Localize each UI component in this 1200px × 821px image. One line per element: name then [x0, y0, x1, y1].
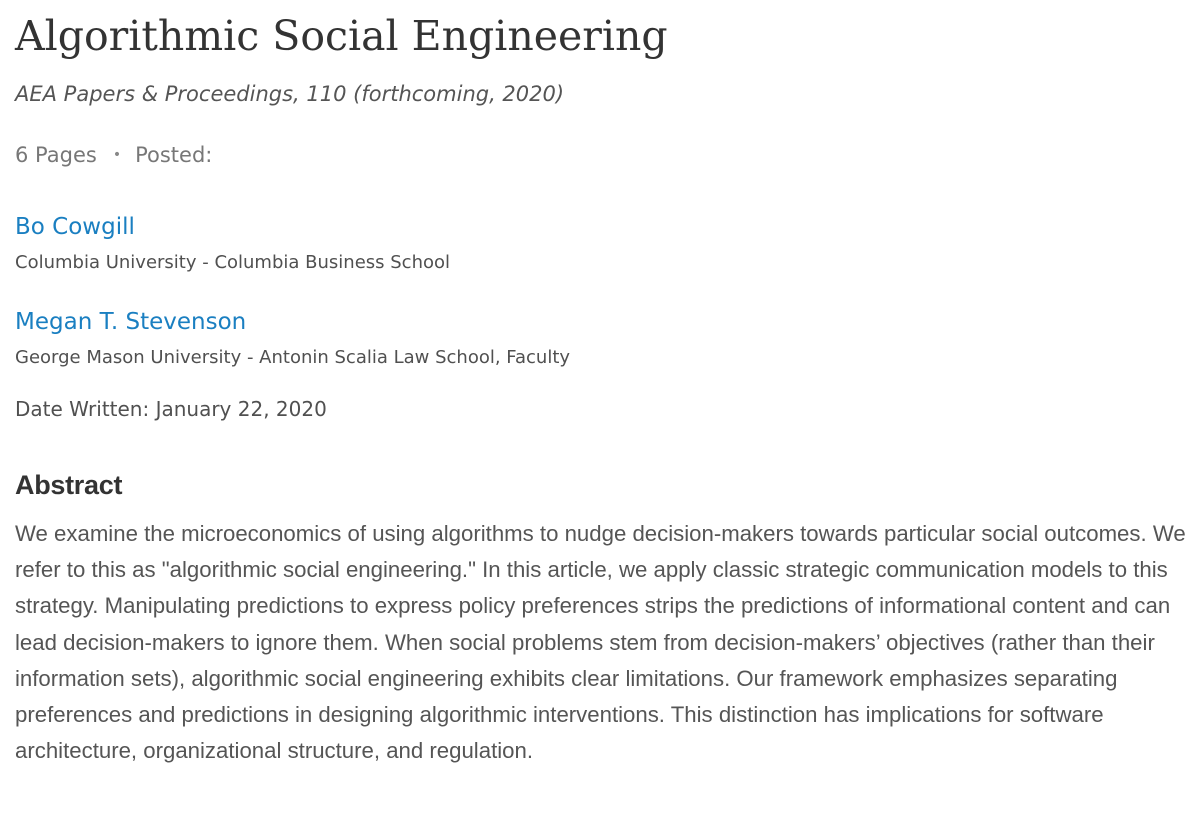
abstract-text: We examine the microeconomics of using algorithms to nudge decision-makers towards particular social outcomes. We refer to this as "algorithmic social engineering." In this article, we apply classic strategic communication models to this strategy. Manipulating predictions to express policy preferences strips the predictions of informational content and can lead decision-makers to ignore them. When social problems stem from decision-makers’ objectives (rather than their information sets), algorithmic social engineering exhibits clear limitations. Our framework emphasizes separating preferences and predictions in designing algorithmic interventions. This distinction has implications for software architecture, organizational structure, and regulation.	[15, 521, 1186, 764]
author-block	[15, 210, 450, 276]
page-count: 6 Pages	[15, 143, 97, 167]
date-written: Date Written: January 22, 2020	[15, 397, 327, 421]
paper-title: Algorithmic Social Engineering	[15, 12, 668, 60]
author-affiliation: Columbia University - Columbia Business School	[15, 252, 450, 273]
author-block	[15, 305, 570, 371]
author-name-link[interactable]: Bo Cowgill	[15, 214, 135, 240]
journal-citation: AEA Papers & Proceedings, 110 (forthcoming, 2020)	[15, 82, 565, 106]
abstract-heading: Abstract	[15, 470, 123, 500]
author-name-link[interactable]: Megan T. Stevenson	[15, 309, 247, 335]
meta-separator: •	[112, 147, 122, 163]
paper-meta	[15, 139, 212, 171]
posted-label: Posted:	[135, 143, 213, 167]
author-affiliation: George Mason University - Antonin Scalia Law School, Faculty	[15, 347, 571, 368]
